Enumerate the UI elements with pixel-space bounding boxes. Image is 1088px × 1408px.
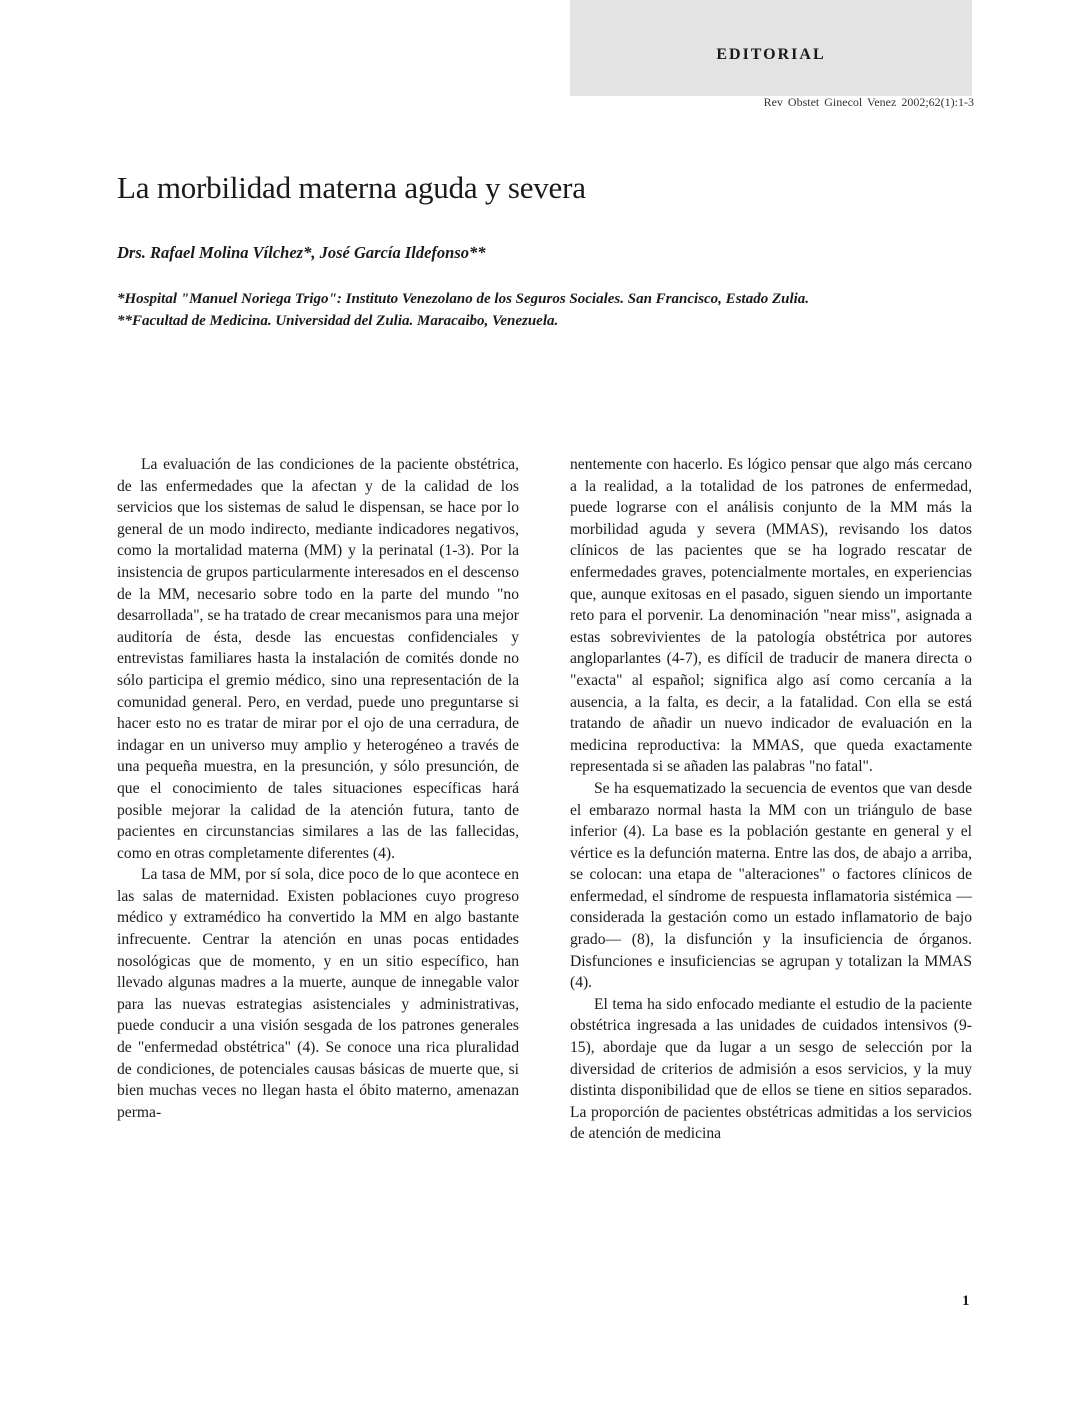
paragraph: nentemente con hacerlo. Es lógico pensar que algo más cercano a la realidad, a la totalidad de los patrones de enfermedad, puede lograrse con el análisis conjunto de la MM más la morbilidad aguda y severa (MMAS), revisando los datos clínicos de las pacientes que se ha logrado rescatar de enfermedades graves, potencialmente mortales, en experiencias que, aunque exitosas en el pasado, siguen siendo un importante reto para el porvenir. La denominación "near miss", asignada a estas sobrevivientes de la patología obstétrica por autores angloparlantes (4-7), es difícil de traducir de manera directa o "exacta" al español; significa algo así como cercanía a la ausencia, a la falta, es decir, a la fatalidad. Con ella se está tratando de añadir un nuevo indicador de evaluación en la medicina reproductiva: la MMAS, que queda exactamente representada si se añaden las palabras "no fatal". — [570, 456, 972, 776]
paragraph: La evaluación de las condiciones de la paciente obstétrica, de las enfermedades que la afectan y de la calidad de los servicios que los sistemas de salud le dispensan, se hace por lo general de un modo indirecto, mediante indicadores negativos, como la mortalidad materna (MM) y la perinatal (1-3). Por la insistencia de grupos particularmente interesados en el descenso de la MM, necesario sobre todo en la parte del mundo "no desarrollada", se ha tratado de crear mecanismos para una mejor auditoría de ésta, desde las encuestas confidenciales y entrevistas familiares hasta la instalación de comités donde no sólo participa el gremio médico, sino una representación de la comunidad general. Pero, en verdad, puede uno preguntarse si hacer esto no es tratar de mirar por el ojo de una cerradura, de indagar en un universo muy amplio y heterogéneo a través de una pequeña muestra, en la presunción, y sólo presunción, de que el conocimiento de tales situaciones específicas hará posible mejorar la calidad de la atención futura, tanto de pacientes en circunstancias similares a las de las fallecidas, como en otras completamente diferentes (4). — [117, 456, 519, 862]
article-title: La morbilidad materna aguda y severa — [117, 170, 586, 205]
affiliation-1: *Hospital "Manuel Noriega Trigo": Instituto Venezolano de los Seguros Sociales. San Francisco, Estado Zulia. — [117, 291, 810, 307]
article-authors: Drs. Rafael Molina Vílchez*, José García Ildefonso** — [117, 243, 486, 262]
author-affiliations — [117, 288, 809, 332]
page-number: 1 — [962, 1293, 970, 1309]
paragraph: Se ha esquematizado la secuencia de eventos que van desde el embarazo normal hasta la MM con un triángulo de base inferior (4). La base es la población gestante en general y el vértice es la defunción materna. Entre las dos, de abajo a arriba, se colocan: una etapa de "alteraciones" o factores clínicos de enfermedad, el síndrome de respuesta inflamatoria sistémica —considerada la gestación como un estado inflamatorio de bajo grado— (8), la disfunción y la insuficiencia de órganos. Disfunciones e insuficiencias se agrupan y totalizan la MMAS (4). — [570, 779, 972, 992]
body-column-left — [117, 454, 519, 1123]
paragraph: El tema ha sido enfocado mediante el estudio de la paciente obstétrica ingresada a las unidades de cuidados intensivos (9-15), abordaje que da lugar a un sesgo de selección por la diversidad de criterios de admisión a esos servicios, y la muy distinta disponibilidad que de ellos se tiene en sitios separados. La proporción de pacientes obstétricas admitidas a los servicios de atención de medicina — [570, 995, 972, 1143]
paragraph: La tasa de MM, por sí sola, dice poco de lo que acontece en las salas de maternidad. Existen poblaciones cuyo progreso médico y extramédico ha convertido la MM en algo bastante infrecuente. Centrar la atención en unas pocas entidades nosológicas que de momento, y en un sitio específico, han llevado algunas madres a la muerte, aunque de innegable valor para las nuevas estrategias asistenciales y administrativas, puede conducir a una visión sesgada de los patrones generales de "enfermedad obstétrica" (4). Se conoce una rica pluralidad de condiciones, de potenciales causas básicas de muerte que, si bien muchas veces no llegan hasta el óbito materno, amenazan perma- — [117, 866, 519, 1121]
body-column-right — [570, 454, 972, 1145]
journal-citation: Rev Obstet Ginecol Venez 2002;62(1):1-3 — [763, 95, 974, 109]
section-label: EDITORIAL — [716, 46, 826, 63]
affiliation-2: **Facultad de Medicina. Universidad del Zulia. Maracaibo, Venezuela. — [117, 313, 559, 329]
